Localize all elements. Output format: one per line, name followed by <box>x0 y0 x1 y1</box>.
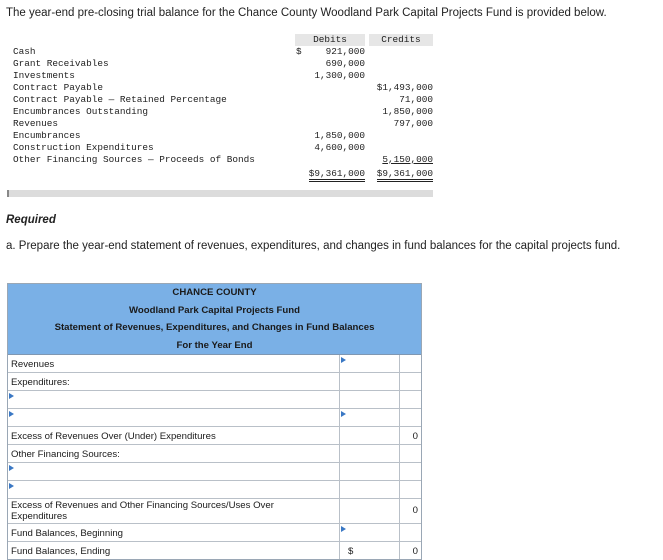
row-expenditures-header <box>8 373 421 391</box>
excess-value: 0 <box>412 431 418 442</box>
expenditure-1-amount-input[interactable] <box>340 391 400 408</box>
account-label: Encumbrances <box>13 130 81 141</box>
credit-amount: 1,850,000 <box>382 106 433 117</box>
row-expenditure-entry-1 <box>8 391 421 409</box>
dropdown-arrow-icon[interactable] <box>9 465 14 471</box>
trial-balance-row <box>7 94 433 106</box>
trial-balance-scrollbar[interactable] <box>7 190 433 197</box>
fund-ending-value: 0 <box>412 546 418 557</box>
other-financing-1-select[interactable] <box>8 463 340 480</box>
expenditure-1-select[interactable] <box>8 391 340 408</box>
account-label: Cash <box>13 46 36 57</box>
trial-balance-table <box>7 34 433 182</box>
row-other-financing-entry-1 <box>8 463 421 481</box>
credit-amount: $1,493,000 <box>376 82 433 93</box>
dropdown-arrow-icon[interactable] <box>341 526 346 532</box>
account-label: Investments <box>13 70 75 81</box>
row-excess-other-financing <box>8 499 421 524</box>
trial-balance-row <box>7 82 433 94</box>
expenditures-label: Expenditures: <box>11 377 70 388</box>
trial-balance-row <box>7 154 433 166</box>
excess-value-cell <box>400 427 421 444</box>
statement-title-entity: CHANCE COUNTY <box>172 287 257 298</box>
expenditure-2-select[interactable] <box>8 409 340 426</box>
trial-balance-row <box>7 58 433 70</box>
account-label: Contract Payable <box>13 82 104 93</box>
statement-form <box>7 283 422 560</box>
fund-ending-dollar: $ <box>348 546 354 557</box>
credits-header: Credits <box>369 34 433 46</box>
account-label: Construction Expenditures <box>13 142 154 153</box>
excess-ofs-label: Excess of Revenues and Other Financing Sources/Uses Over Expenditures <box>11 500 274 522</box>
debits-header: Debits <box>295 34 365 46</box>
total-credit: $9,361,000 <box>377 168 433 182</box>
row-revenues <box>8 355 421 373</box>
other-financing-1-amount-input[interactable] <box>340 463 400 480</box>
row-fund-ending <box>8 542 421 559</box>
account-label: Revenues <box>13 118 59 129</box>
trial-balance-row <box>7 106 433 118</box>
required-heading: Required <box>6 214 56 226</box>
other-financing-2-select[interactable] <box>8 481 340 498</box>
revenues-amount-input[interactable] <box>340 355 400 372</box>
credit-amount <box>369 154 433 166</box>
trial-balance-row <box>7 130 433 142</box>
trial-balance-header <box>7 34 433 46</box>
fund-beginning-label: Fund Balances, Beginning <box>11 528 124 539</box>
credit-amount: 797,000 <box>393 118 433 129</box>
statement-title-fund: Woodland Park Capital Projects Fund <box>129 304 300 316</box>
statement-title-period: For the Year End <box>176 339 253 351</box>
intro-text: The year-end pre-closing trial balance for the Chance County Woodland Park Capital Projects Fund is provided below. <box>6 7 607 19</box>
fund-beginning-amount-input[interactable] <box>340 524 400 541</box>
statement-header <box>8 284 421 355</box>
fund-ending-label: Fund Balances, Ending <box>11 546 111 557</box>
debit-amount: 1,300,000 <box>314 70 365 81</box>
row-other-financing-entry-2 <box>8 481 421 499</box>
task-instruction: a. Prepare the year-end statement of revenues, expenditures, and changes in fund balances for the capital projects fund. <box>6 240 621 252</box>
debit-amount: 690,000 <box>325 58 365 69</box>
revenues-total-cell <box>400 355 421 372</box>
other-financing-2-amount-input[interactable] <box>340 481 400 498</box>
other-financing-label: Other Financing Sources: <box>11 449 120 460</box>
debit-dollar-sign: $ <box>296 46 302 57</box>
account-label: Other Financing Sources — Proceeds of Bonds <box>13 154 255 165</box>
trial-balance-row <box>7 142 433 154</box>
debit-amount: 1,850,000 <box>314 130 365 141</box>
dropdown-arrow-icon[interactable] <box>9 411 14 417</box>
excess-label: Excess of Revenues Over (Under) Expenditures <box>11 431 216 442</box>
trial-balance-total-row <box>7 166 433 182</box>
dropdown-arrow-icon[interactable] <box>9 393 14 399</box>
dropdown-arrow-icon[interactable] <box>341 357 346 363</box>
trial-balance-row <box>7 70 433 82</box>
dropdown-arrow-icon[interactable] <box>341 411 346 417</box>
debit-amount: 4,600,000 <box>314 142 365 153</box>
statement-title-name: Statement of Revenues, Expenditures, and Changes in Fund Balances <box>54 322 375 333</box>
account-label: Contract Payable — Retained Percentage <box>13 94 227 105</box>
trial-balance-row <box>7 46 433 58</box>
row-excess <box>8 427 421 445</box>
dropdown-arrow-icon[interactable] <box>9 483 14 489</box>
debit-amount: 921,000 <box>325 46 365 57</box>
total-debit: $9,361,000 <box>309 168 365 182</box>
excess-ofs-value-cell <box>400 499 421 523</box>
row-other-financing-header <box>8 445 421 463</box>
account-label: Encumbrances Outstanding <box>13 106 149 117</box>
trial-balance-row <box>7 118 433 130</box>
row-expenditure-entry-2 <box>8 409 421 427</box>
account-label: Grant Receivables <box>13 58 109 69</box>
credit-amount-underlined: 5,150,000 <box>382 154 433 165</box>
expenditure-2-amount-input[interactable] <box>340 409 400 426</box>
excess-ofs-value: 0 <box>412 505 418 516</box>
credit-amount: 71,000 <box>399 94 433 105</box>
fund-ending-value-cell <box>400 542 421 559</box>
revenues-label: Revenues <box>11 359 55 370</box>
row-fund-beginning <box>8 524 421 542</box>
